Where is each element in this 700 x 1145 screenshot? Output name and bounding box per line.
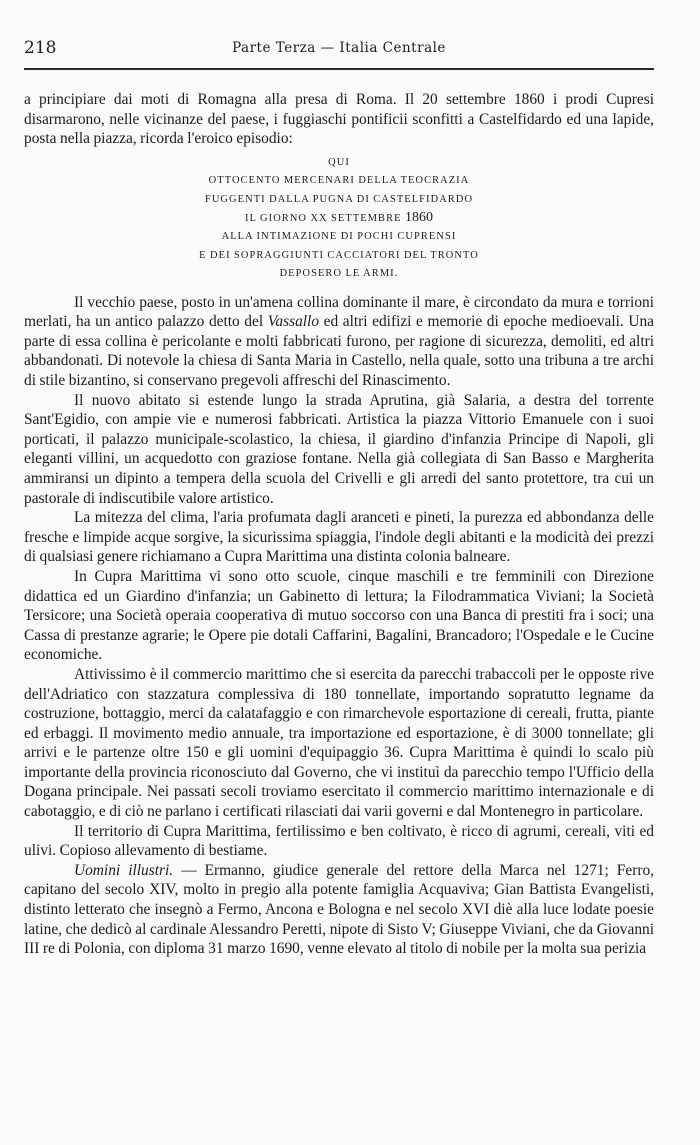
header-rule: [24, 68, 654, 70]
paragraph-commerce: Attivissimo è il commercio marittimo che si esercita da parecchi trabaccoli per le opposte rive dell'Adriatico con stazzatura complessiva di 180 tonnellate, importando sopratutto legname da costruzione, bottaggio, merci da calatafaggio e con rimarchevole esportazione di cereali, frutta, piante ed erbaggi. Il movimento medio annuale, tra importazione ed esportazione, è di 3000 tonnellate; gli arrivi e le partenze oltre 150 e gli uomini d'equipaggio 36. Cupra Marittima è quindi lo scalo più importante della provincia riconosciuto dal Governo, che vi instituì da parecchio tempo l'Ufficio della Dogana principale. Nei passati secoli troviamo esercitato il commercio marittimo internazionale e di cabotaggio, e di ciò ne parlano i certificati rilasciati dai varii governi e dal Montenegro in particolare.: [24, 665, 654, 821]
inscription-year: 1860: [404, 210, 433, 225]
page-body: [24, 90, 654, 959]
paragraph-institutions: In Cupra Marittima vi sono otto scuole, cinque maschili e tre femminili con Direzione didattica ed un Giardino d'infanzia; un Gabinetto di lettura; la Filodrammatica Viviani; la Società Tersicore; una Società operaia cooperativa di mutuo soccorso con una Banca di prestiti fra i soci; una Cassa di prestanze agrarie; le Opere pie dotali Caffarini, Bagalini, Brancadoro; l'Ospedale e le Cucine economiche.: [24, 567, 654, 664]
inscription-line: OTTOCENTO MERCENARI DELLA TEOCRAZIA: [208, 175, 470, 187]
paragraph-text: — Ermanno, giudice generale del rettore della Marca nel 1271; Ferro, capitano del secolo XIV, molto in pregio alla potente famiglia Acquaviva; Gian Battista Evangelisti, distinto letterato che insegnò a Fermo, Ancona e Bologna e nel secolo XVI diè alla luce lodate poesie latine, che dedicò al cardinale Alessandro Peretti, nipote di Sisto V; Giuseppe Viviani, che da Giovanni III re di Polonia, con diploma 31 marzo 1690, venne elevato al titolo di nobile per la molta sua perizia: [24, 861, 654, 958]
inscription-line: FUGGENTI DALLA PUGNA DI CASTELFIDARDO: [204, 193, 474, 205]
page-header: [24, 38, 654, 64]
paragraph-climate: La mitezza del clima, l'aria profumata dagli aranceti e pineti, la purezza ed abbondanza delle fresche e limpide acque sorgive, la sicurissima spiaggia, l'indole degli abitanti e la modicità dei prezzi di qualsiasi genere richiamano a Cupra Marittima una distinta colonia balneare.: [24, 509, 654, 566]
section-label: Uomini illustri.: [74, 861, 174, 879]
inscription-line: ALLA INTIMAZIONE DI POCHI CUPRENSI: [221, 231, 457, 243]
paragraph-territory: Il territorio di Cupra Marittima, fertilissimo e ben coltivato, è ricco di agrumi, cereali, viti ed ulivi. Copioso allevamento di bestiame.: [24, 822, 654, 860]
paragraph-old-town: [24, 293, 654, 391]
inscription-line: DEPOSERO LE ARMI.: [279, 268, 399, 280]
paragraph-text: Il vecchio paese, posto in un'amena collina dominante il mare, è circondato da mura e torrioni merlati, ha un antico palazzo detto del: [24, 293, 654, 331]
paragraph-notable-people: [24, 861, 654, 959]
inscription-line: E DEI SOPRAGGIUNTI CACCIATORI DEL TRONTO: [199, 249, 479, 261]
inscription: [24, 154, 654, 284]
inscription-text: IL GIORNO XX SETTEMBRE: [245, 213, 405, 224]
paragraph-new-town: Il nuovo abitato si estende lungo la strada Aprutina, già Salaria, a destra del torrente Sant'Egidio, con ampie vie e numerosi fabbricati. Artistica la piazza Vittorio Emanuele con i suoi porticati, il palazzo municipale-scolastico, la chiesa, il giardino d'infanzia Principe di Napoli, gli eleganti villini, un acquedotto con graziose fontane. Nella già collegiata di San Basso e Margherita ammiransi un dipinto a tempera della scuola del Crivelli e gli arredi del santo protettore, tra cui un pastorale di indiscutibile valore artistico.: [24, 391, 654, 507]
italic-term: Vassallo: [267, 313, 320, 331]
inscription-line: QUI: [328, 156, 350, 168]
inscription-line: [24, 209, 654, 228]
page-number: 218: [24, 38, 57, 58]
running-title: Parte Terza — Italia Centrale: [232, 40, 446, 56]
paragraph-text: ed altri edifizi e memorie di epoche medioevali. Una parte di essa collina è pericolante e molti fabbricati furono, per ragione di sicurezza, demoliti, ed altri abbandonati. Di notevole la chiesa di Santa Maria in Castello, nella quale, sotto una tribuna a tre archi di stile bizantino, si conservano pregevoli affreschi del Rinascimento.: [24, 313, 654, 389]
paragraph-intro: a principiare dai moti di Romagna alla presa di Roma. Il 20 settembre 1860 i prodi Cupresi disarmarono, nelle vicinanze del paese, i fuggiaschi pontificii sconfitti a Castelfidardo ed una lapide, posta nella piazza, ricorda l'eroico episodio:: [24, 91, 654, 148]
